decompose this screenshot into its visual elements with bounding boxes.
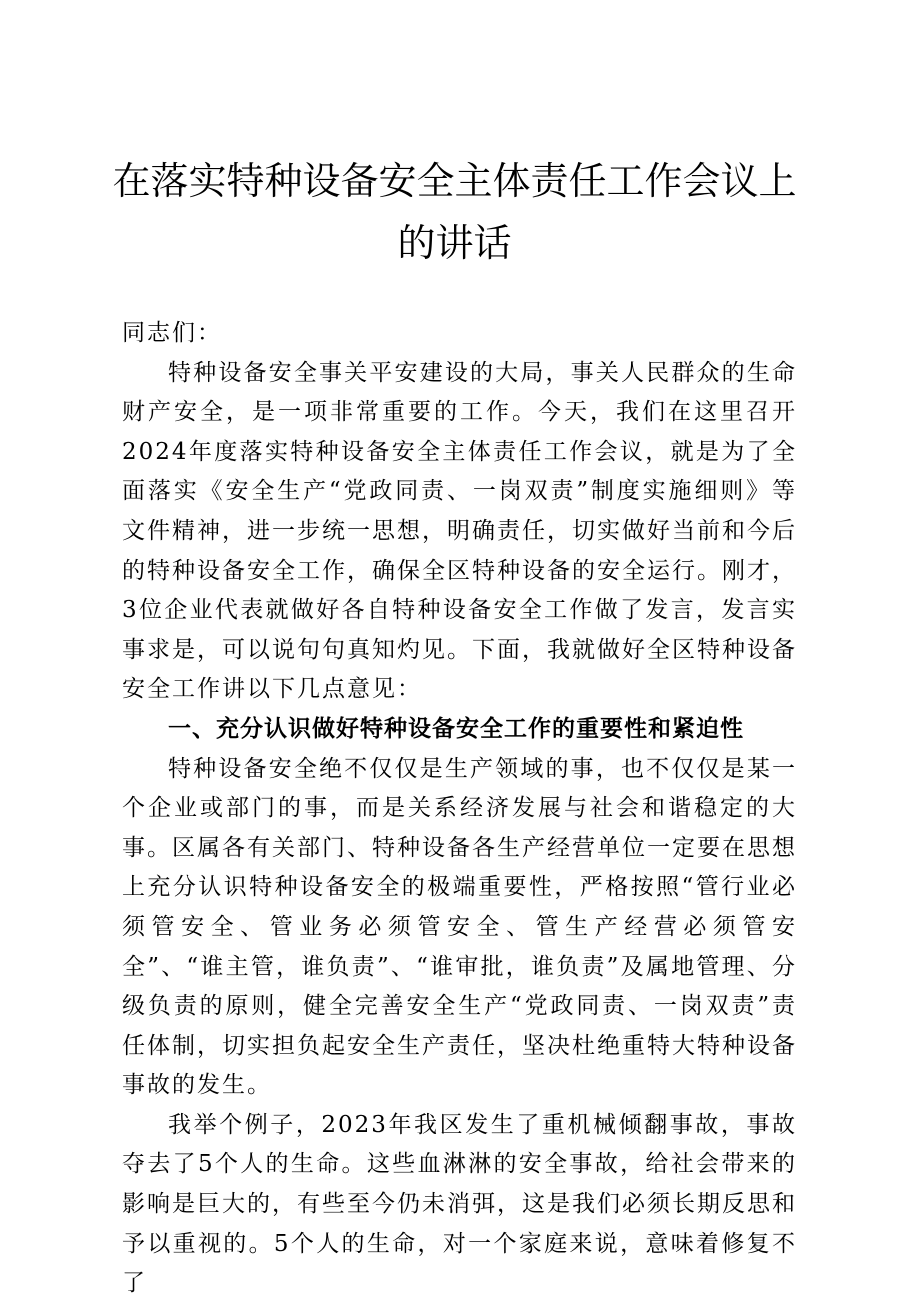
paragraph-3: 我举个例子，2023年我区发生了重机械倾翻事故，事故夺去了5个人的生命。这些血淋淋的安全事故，给社会带来的影响是巨大的，有些至今仍未消弭，这是我们必须长期反思和予以重视的。5个人的生命，对一个家庭来说，意味着修复不了 — [122, 1111, 797, 1297]
document-body — [122, 314, 797, 1304]
section-1-heading: 一、充分认识做好特种设备安全工作的重要性和紧迫性 — [168, 715, 744, 742]
document-title: 在落实特种设备安全主体责任工作会议上的讲话 — [112, 159, 797, 265]
paragraph-1: 特种设备安全事关平安建设的大局，事关人民群众的生命财产安全，是一项非常重要的工作。今天，我们在这里召开2024年度落实特种设备安全主体责任工作会议，就是为了全面落实《安全生产“党政同责、一岗双责”制度实施细则》等文件精神，进一步统一思想，明确责任，切实做好当前和今后的特种设备安全工作，确保全区特种设备的安全运行。刚才，3位企业代表就做好各自特种设备安全工作做了发言，发言实事求是，可以说句句真知灼见。下面，我就做好全区特种设备安全工作讲以下几点意见： — [122, 359, 797, 703]
paragraph-2: 特种设备安全绝不仅仅是生产领域的事，也不仅仅是某一个企业或部门的事，而是关系经济发展与社会和谐稳定的大事。区属各有关部门、特种设备各生产经营单位一定要在思想上充分认识特种设备安全的极端重要性，严格按照“管行业必须管安全、管业务必须管安全、管生产经营必须管安全”、“谁主管，谁负责”、“谁审批，谁负责”及属地管理、分级负责的原则，健全完善安全生产“党政同责、一岗双责”责任体制，切实担负起安全生产责任，坚决杜绝重特大特种设备事故的发生。 — [122, 755, 797, 1099]
salutation: 同志们： — [122, 320, 222, 346]
